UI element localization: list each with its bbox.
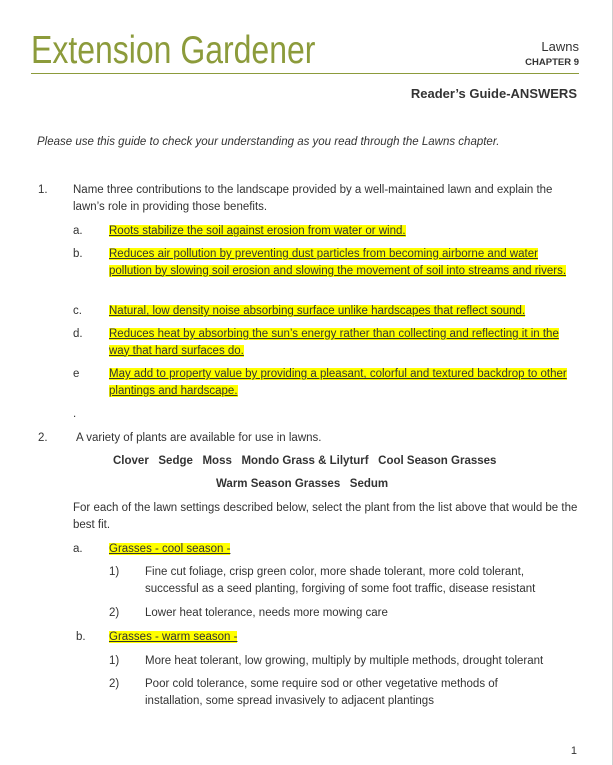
- q2b-answer: [109, 629, 237, 646]
- q2a-item2-marker: 2): [109, 607, 120, 619]
- q1-number: 1.: [38, 184, 48, 196]
- intro-text: Please use this guide to check your understanding as you read through the Lawns chapter.: [37, 136, 500, 148]
- plant-list-line-2: Warm Season Grasses Sedum: [216, 478, 389, 490]
- q1b-answer: [109, 246, 579, 279]
- header-rule: [31, 73, 579, 74]
- q1a-marker: a.: [73, 225, 83, 237]
- page-number: 1: [570, 745, 577, 757]
- q1d-marker: d.: [73, 328, 83, 340]
- q2a-marker: a.: [73, 543, 83, 555]
- q1b-marker: b.: [73, 248, 83, 260]
- brand-title: Extension Gardener: [31, 29, 316, 72]
- q2a-item1-text: Fine cut foliage, crisp green color, more shade tolerant, more cold tolerant, successful as a seed planting, forgiving of some foot traffic, disease resistant: [145, 566, 536, 595]
- q2b-item2-marker: 2): [109, 678, 120, 690]
- highlight: May add to property value by providing a pleasant, colorful and textured backdrop to other plantings and hardscape.: [109, 368, 567, 397]
- q1c-answer: [109, 303, 579, 320]
- q1e-answer: [109, 366, 579, 399]
- highlight: Natural, low density noise absorbing surface unlike hardscapes that reflect sound.: [109, 305, 526, 317]
- q2-instruction: For each of the lawn settings described below, select the plant from the list above that would be the best fit.: [73, 502, 578, 531]
- highlight: Reduces air pollution by preventing dust particles from becoming airborne and water pollution by slowing soil erosion and slowing the movement of soil into streams and rivers.: [109, 248, 567, 277]
- q2-text: A variety of plants are available for use in lawns.: [76, 432, 322, 444]
- stray-mark: .: [73, 408, 77, 420]
- chapter-number: CHAPTER 9: [525, 57, 579, 68]
- q1a-answer: [109, 223, 579, 240]
- q2b-item1-marker: 1): [109, 655, 120, 667]
- q1e-marker: e: [73, 368, 80, 380]
- q2b-item1-text: More heat tolerant, low growing, multiply by multiple methods, drought tolerant: [145, 655, 544, 667]
- highlight: Grasses - warm season -: [109, 631, 238, 643]
- chapter-title: Lawns: [541, 39, 579, 54]
- q2b-marker: b.: [76, 631, 86, 643]
- highlight: Reduces heat by absorbing the sun’s energy rather than collecting and reflecting it in the way that hard surfaces do.: [109, 328, 559, 357]
- q2a-answer: [109, 541, 230, 558]
- q2a-item1-marker: 1): [109, 566, 120, 578]
- highlight: Grasses - cool season -: [109, 543, 231, 555]
- q1-text: Name three contributions to the landscape provided by a well-maintained lawn and explain the lawn’s role in providing those benefits.: [73, 184, 553, 213]
- q1d-answer: [109, 326, 579, 359]
- highlight: Roots stabilize the soil against erosion from water or wind.: [109, 225, 406, 237]
- q2-number: 2.: [38, 432, 48, 444]
- plant-list-line-1: Clover Sedge Moss Mondo Grass & Lilyturf Cool Season Grasses: [113, 455, 497, 467]
- q2b-item2-text: Poor cold tolerance, some require sod or other vegetative methods of installation, some spread invasively to adjacent plantings: [145, 678, 498, 707]
- guide-title: Reader’s Guide-ANSWERS: [410, 86, 577, 101]
- q1c-marker: c.: [73, 305, 82, 317]
- q2a-item2-text: Lower heat tolerance, needs more mowing care: [145, 607, 388, 619]
